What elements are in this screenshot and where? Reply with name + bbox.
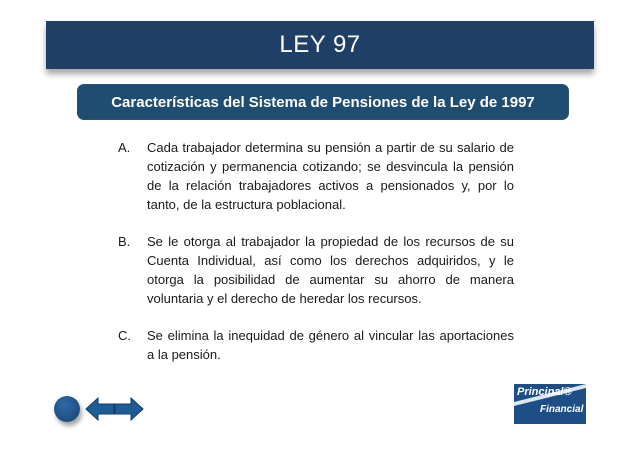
item-letter: A. — [118, 140, 131, 155]
list-item-a — [118, 138, 514, 214]
item-letter: C. — [118, 328, 131, 343]
page-title: LEY 97 — [279, 31, 361, 58]
subtitle-box — [77, 84, 569, 120]
logo-word-financial: Financial — [540, 404, 584, 415]
list-item-c — [118, 326, 514, 364]
subtitle: Características del Sistema de Pensiones de la Ley de 1997 — [111, 93, 535, 111]
logo-word-principal: Principal® — [517, 386, 572, 398]
principal-financial-logo — [512, 382, 588, 426]
item-text: Se elimina la inequidad de género al vincular las aportaciones a la pensión. — [147, 328, 514, 362]
home-button[interactable] — [54, 396, 80, 422]
title-bar — [46, 21, 594, 69]
back-arrow-icon[interactable] — [85, 396, 115, 422]
navigation-controls — [52, 392, 148, 428]
item-text: Se le otorga al trabajador la propiedad de los recursos de su Cuenta Individual, así como los derechos adquiridos, y le otorga la posibilidad de aumentar su ahorro de manera voluntaria y el derecho de heredar los recursos. — [147, 234, 514, 306]
list-item-b — [118, 232, 514, 308]
item-letter: B. — [118, 234, 131, 249]
items-list — [118, 138, 514, 382]
forward-arrow-icon[interactable] — [114, 396, 144, 422]
item-text: Cada trabajador determina su pensión a partir de su salario de cotización y permanencia cotizando; se desvincula la pensión de la relación trabajadores activos a pensionados y, por lo tanto, de la estructura poblacional. — [147, 140, 514, 212]
